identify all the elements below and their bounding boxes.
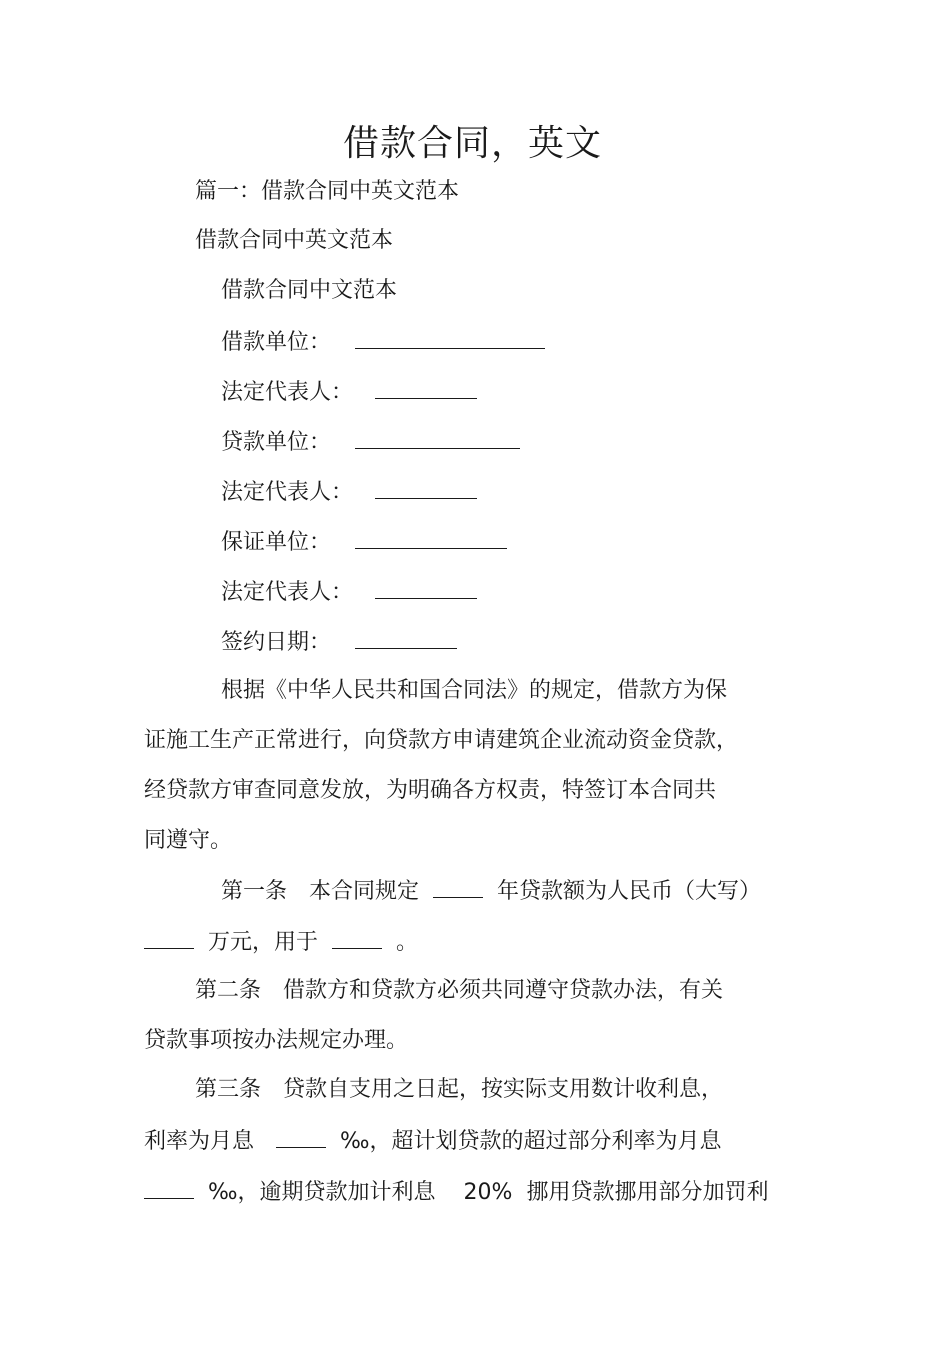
chinese-version-title: 借款合同中文范本 [221, 278, 398, 303]
field-label: 贷款单位： [221, 430, 332, 455]
article-number: 第一条 [221, 879, 288, 904]
field-borrower [221, 326, 545, 358]
lender-blank [355, 426, 520, 449]
field-lender-representative [221, 476, 477, 508]
field-borrower-representative [221, 376, 477, 408]
article-number: 第三条 [195, 1077, 262, 1102]
article-3-line-3: ‰，逾期贷款加计利息 20% 挪用贷款挪用部分加罚利 [144, 1176, 768, 1208]
article-3-line-1: 第三条 贷款自支用之日起，按实际支用数计收利息， [195, 1077, 724, 1102]
article-number: 第二条 [195, 978, 262, 1003]
article-1-line-2: 万元，用于 。 [144, 926, 418, 958]
field-label: 签约日期： [221, 630, 332, 655]
article-2-line-1: 第二条 借款方和贷款方必须共同遵守贷款办法，有关 [195, 978, 724, 1003]
field-guarantor [221, 526, 507, 558]
guarantor-blank [355, 526, 507, 549]
preamble-line-2: 证施工生产正常进行，向贷款方申请建筑企业流动资金贷款， [144, 728, 739, 753]
section-heading: 篇一：借款合同中英文范本 [195, 179, 460, 204]
amount-blank [144, 926, 194, 949]
signing-date-blank [355, 626, 457, 649]
article-2-line-2: 贷款事项按办法规定办理。 [144, 1028, 409, 1053]
field-lender [221, 426, 520, 458]
borrower-representative-blank [375, 376, 477, 399]
subheading: 借款合同中英文范本 [195, 228, 394, 253]
monthly-rate-blank [276, 1125, 326, 1148]
over-plan-rate-blank [144, 1176, 194, 1199]
article-1-line-1: 第一条 本合同规定 年贷款额为人民币（大写） [221, 875, 761, 907]
borrower-blank [355, 326, 545, 349]
purpose-blank [332, 926, 382, 949]
field-label: 借款单位： [221, 330, 332, 355]
guarantor-representative-blank [375, 576, 477, 599]
field-label: 法定代表人： [221, 380, 354, 405]
preamble-line-3: 经贷款方审查同意发放，为明确各方权责，特签订本合同共 [144, 778, 717, 803]
field-signing-date [221, 626, 457, 658]
preamble-line-4: 同遵守。 [144, 828, 233, 853]
preamble-line-1: 根据《中华人民共和国合同法》的规定，借款方为保 [221, 678, 728, 703]
document-title: 借款合同，英文 [342, 123, 602, 164]
field-guarantor-representative [221, 576, 477, 608]
loan-year-blank [433, 875, 483, 898]
field-label: 保证单位： [221, 530, 332, 555]
article-3-line-2: 利率为月息 ‰，超计划贷款的超过部分利率为月息 [144, 1125, 722, 1157]
lender-representative-blank [375, 476, 477, 499]
field-label: 法定代表人： [221, 480, 354, 505]
field-label: 法定代表人： [221, 580, 354, 605]
